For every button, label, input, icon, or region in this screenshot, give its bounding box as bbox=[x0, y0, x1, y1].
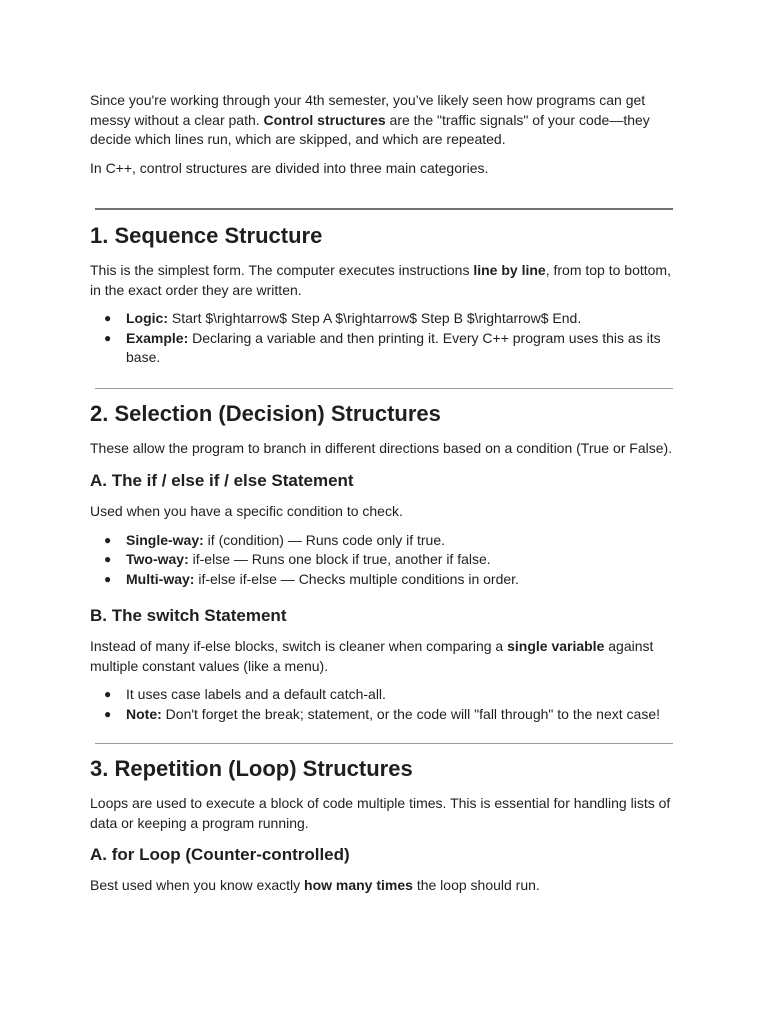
list-item-text: Declaring a variable and then printing it. Every C++ program uses this as its base. bbox=[126, 329, 661, 365]
list-item bbox=[90, 570, 684, 590]
bullet-icon: ● bbox=[104, 311, 112, 325]
section-1-paragraph bbox=[90, 261, 684, 300]
list-item-text: if-else — Runs one block if true, another if false. bbox=[188, 551, 491, 567]
section-3-paragraph: Loops are used to execute a block of code multiple times. This is essential for handling lists of data or keeping a program running. bbox=[90, 795, 671, 831]
section-1-bold-term: line by line bbox=[473, 262, 546, 278]
intro-paragraph bbox=[90, 91, 684, 150]
section-divider bbox=[95, 208, 673, 210]
subsection-3a-paragraph bbox=[90, 876, 684, 896]
section-2-paragraph: These allow the program to branch in different directions based on a condition (True or False). bbox=[90, 439, 673, 456]
list-item bbox=[90, 685, 684, 705]
subsection-2b-heading: B. The switch Statement bbox=[90, 606, 287, 625]
bullet-icon: ● bbox=[104, 552, 112, 566]
subsection-3a-heading: A. for Loop (Counter-controlled) bbox=[90, 845, 350, 864]
section-3-heading: 3. Repetition (Loop) Structures bbox=[90, 756, 413, 781]
bullet-icon: ● bbox=[104, 532, 112, 547]
list-item bbox=[90, 309, 684, 329]
intro-text: Since you're working through your 4th semester, you’ve likely seen how programs can get messy without a clear path. bbox=[90, 92, 646, 128]
subsection-3a-bold-term: how many times bbox=[304, 877, 413, 893]
subsection-2b-list bbox=[90, 685, 684, 724]
list-item-label: Example: bbox=[126, 329, 189, 346]
list-item-label: Note: bbox=[126, 705, 162, 722]
bullet-icon: ● bbox=[104, 687, 112, 701]
list-item-label: Single-way: bbox=[126, 531, 204, 548]
list-item-text: Start $\rightarrow$ Step A $\rightarrow$ Step B $\rightarrow$ End. bbox=[168, 310, 582, 326]
section-1-text: This is the simplest form. The computer executes instructions bbox=[90, 262, 474, 278]
list-item-text: Don't forget the break; statement, or the code will "fall through" to the next case! bbox=[161, 705, 660, 722]
bullet-icon: ● bbox=[104, 571, 112, 586]
subsection-3a-text: Best used when you know exactly bbox=[90, 877, 305, 893]
intro-categories-paragraph: In C++, control structures are divided into three main categories. bbox=[90, 159, 489, 176]
section-1-heading: 1. Sequence Structure bbox=[90, 223, 323, 248]
list-item-text: It uses case labels and a default catch-all. bbox=[126, 686, 386, 702]
subsection-2a-paragraph: Used when you have a specific condition to check. bbox=[90, 503, 403, 519]
list-item-label: Logic: bbox=[126, 310, 168, 326]
intro-text-end: are the "traffic signals" of your code—they decide which lines run, which are skipped, and which are repeated. bbox=[90, 111, 650, 147]
list-item bbox=[90, 550, 684, 570]
bullet-icon: ● bbox=[104, 330, 112, 345]
list-item bbox=[90, 329, 684, 368]
document-page bbox=[90, 88, 684, 896]
subsection-2a-list bbox=[90, 531, 684, 590]
list-item-text: if-else if-else — Checks multiple conditions in order. bbox=[194, 570, 519, 587]
section-1-text-end: , from top to bottom, in the exact order they are written. bbox=[90, 262, 671, 298]
section-divider bbox=[95, 743, 673, 744]
section-1-list bbox=[90, 309, 684, 368]
subsection-2b-paragraph bbox=[90, 637, 684, 676]
subsection-2b-bold-term: single variable bbox=[507, 638, 605, 654]
subsection-3a-text-end: the loop should run. bbox=[412, 877, 540, 893]
bullet-icon: ● bbox=[104, 706, 112, 721]
subsection-2b-text: Instead of many if-else blocks, switch is cleaner when comparing a bbox=[90, 638, 508, 654]
section-divider bbox=[95, 388, 673, 389]
list-item bbox=[90, 705, 684, 725]
list-item-label: Multi-way: bbox=[126, 570, 195, 587]
list-item-text: if (condition) — Runs code only if true. bbox=[203, 531, 446, 548]
subsection-2a-heading: A. The if / else if / else Statement bbox=[90, 471, 354, 490]
subsection-2b-text-end: against multiple constant values (like a menu). bbox=[90, 638, 654, 674]
intro-bold-term: Control structures bbox=[263, 111, 386, 128]
list-item bbox=[90, 531, 684, 551]
section-2-heading: 2. Selection (Decision) Structures bbox=[90, 400, 441, 426]
list-item-label: Two-way: bbox=[126, 551, 189, 567]
